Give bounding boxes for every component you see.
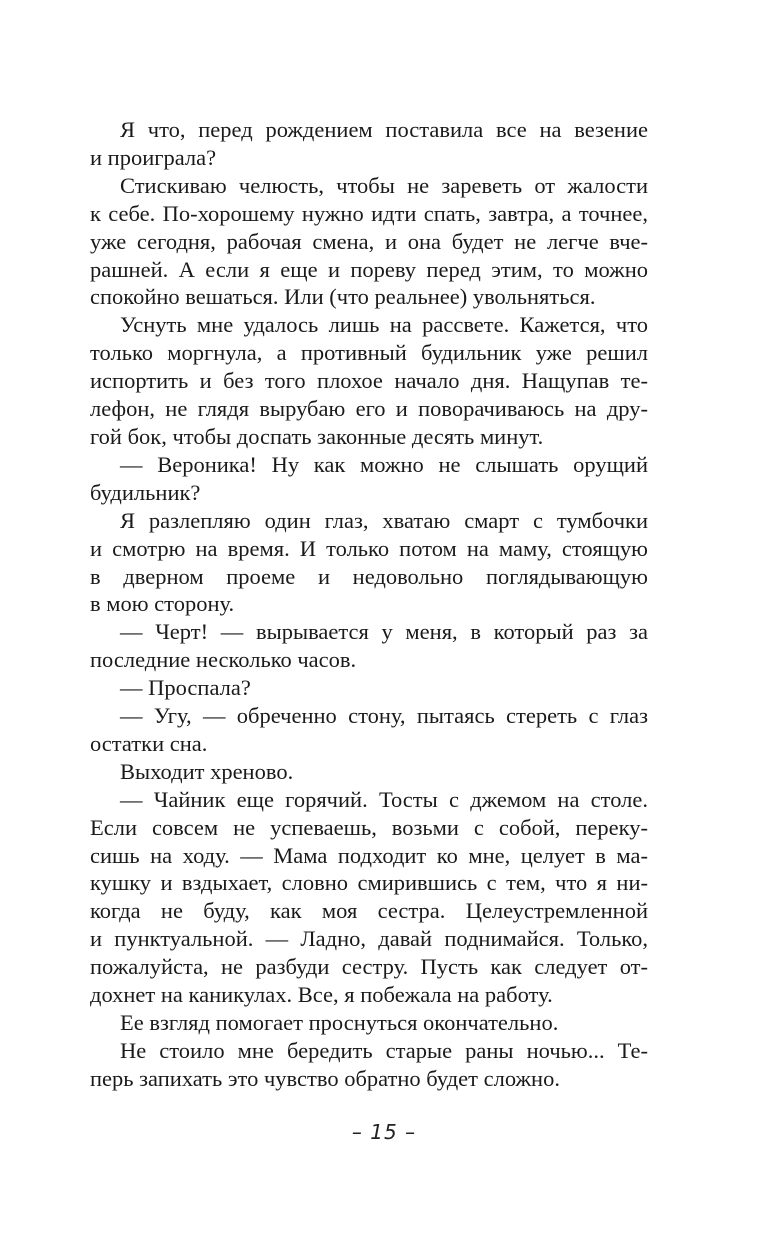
text-line: будильник? — [90, 479, 201, 505]
body-text — [90, 116, 648, 1093]
text-line: Выходит хреново. — [120, 758, 294, 784]
text-line: перь запихать это чувство обратно будет сложно. — [90, 1065, 560, 1091]
text-line: — Вероника! Ну как можно не слышать орущий — [120, 451, 648, 477]
text-line: только моргнула, а противный будильник уже решил — [90, 340, 648, 366]
text-line: и пунктуальной. — Ладно, давай поднимайся. Только, — [90, 926, 648, 952]
text-line: — Угу, — обреченно стону, пытаясь стереть с глаз — [120, 703, 648, 729]
text-line: уже сегодня, рабочая смена, и она будет не легче вче- — [90, 228, 648, 254]
text-line: и смотрю на время. И только потом на маму, стоящую — [90, 535, 648, 561]
paragraph — [90, 1009, 648, 1037]
text-line: остатки сна. — [90, 730, 208, 756]
paragraph — [90, 758, 648, 786]
text-line: пожалуйста, не разбуди сестру. Пусть как следует от- — [90, 954, 648, 980]
text-line: кушку и вздыхает, словно смирившись с тем, что я ни- — [90, 870, 648, 896]
text-line: — Проспала? — [120, 675, 251, 701]
paragraph — [90, 116, 648, 172]
paragraph — [90, 702, 648, 758]
text-line: Стискиваю челюсть, чтобы не зареветь от жалости — [120, 172, 648, 198]
text-line: к себе. По-хорошему нужно идти спать, завтра, а точнее, — [90, 200, 648, 226]
text-line: Я разлепляю один глаз, хватаю смарт с тумбочки — [120, 507, 648, 533]
text-line: испортить и без того плохое начало дня. Нащупав те- — [90, 368, 648, 394]
text-line: последние несколько часов. — [90, 647, 357, 673]
text-line: сишь на ходу. — Мама подходит ко мне, целует в ма- — [90, 842, 648, 868]
text-line: Ее взгляд помогает проснуться окончательно. — [120, 1010, 559, 1035]
text-line: спокойно вешаться. Или (что реальнее) увольняться. — [90, 284, 596, 310]
paragraph — [90, 1037, 648, 1093]
text-line: Не стоило мне бередить старые раны ночью... Те- — [120, 1037, 648, 1063]
text-line: Я что, перед рождением поставила все на везение — [120, 117, 648, 142]
text-line: в мою сторону. — [90, 591, 235, 617]
text-line: и проиграла? — [90, 144, 217, 170]
paragraph — [90, 507, 648, 619]
paragraph — [90, 451, 648, 507]
text-line: когда не буду, как моя сестра. Целеустремленной — [90, 898, 648, 924]
paragraph — [90, 786, 648, 1009]
paragraph — [90, 172, 648, 312]
text-line: — Черт! — вырывается у меня, в который раз за — [120, 619, 648, 645]
text-line: Если совсем не успеваешь, возьми с собой, переку- — [90, 814, 648, 840]
text-line: лефон, не глядя вырубаю его и поворачиваюсь на дру- — [90, 396, 648, 422]
text-line: дохнет на каникулах. Все, я побежала на работу. — [90, 982, 553, 1008]
paragraph — [90, 618, 648, 674]
text-line: в дверном проеме и недовольно поглядывающую — [90, 563, 648, 589]
paragraph — [90, 311, 648, 451]
text-line: гой бок, чтобы доспать законные десять минут. — [90, 423, 544, 449]
text-line: рашней. А если я еще и пореву перед этим, то можно — [90, 256, 648, 282]
page-number: – 15 – — [351, 1120, 417, 1144]
text-line: Уснуть мне удалось лишь на рассвете. Кажется, что — [120, 312, 648, 338]
paragraph — [90, 674, 648, 702]
text-line: — Чайник еще горячий. Тосты с джемом на столе. — [120, 786, 648, 812]
